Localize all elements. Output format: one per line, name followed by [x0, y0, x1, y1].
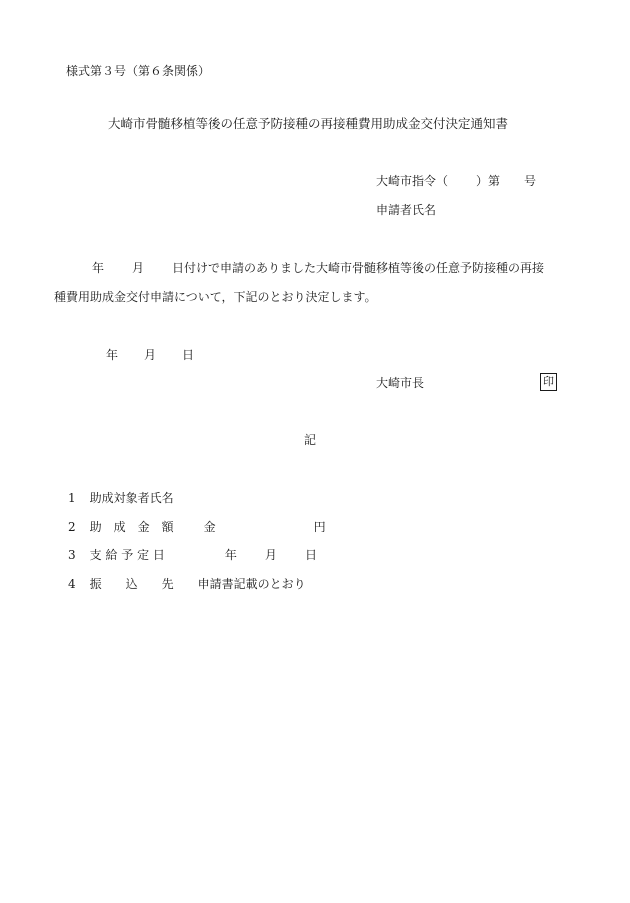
item-payment-date — [68, 548, 317, 562]
item-number: 3 — [68, 548, 76, 562]
body-line-2: 種費用助成金交付申請について，下記のとおり決定します。 — [54, 290, 377, 304]
issue-date-year: 年 — [106, 348, 119, 362]
payment-month: 月 — [264, 548, 277, 562]
item-label: 助成対象者氏名 — [89, 491, 174, 505]
payment-day: 日 — [304, 548, 317, 562]
payment-year: 年 — [224, 548, 237, 562]
body-line1-text: 日付けで申請のありました大崎市骨髄移植等後の任意予防接種の再接 — [172, 261, 545, 275]
item-number: 2 — [68, 520, 76, 534]
issue-date-month: 月 — [144, 348, 157, 362]
instruction-suffix: 号 — [524, 174, 537, 188]
amount-prefix: 金 — [203, 520, 216, 534]
issue-date-day: 日 — [182, 348, 195, 362]
instruction-number — [376, 174, 536, 188]
item-label: 振 込 先 — [89, 577, 174, 591]
instruction-paren-close: ）第 — [476, 174, 501, 188]
mayor-title: 大崎市長 — [376, 376, 425, 390]
applicant-name-label: 申請者氏名 — [376, 203, 437, 217]
amount-unit: 円 — [313, 520, 326, 534]
item-transfer-destination — [68, 577, 306, 591]
item-label: 支 給 予 定 日 — [89, 548, 165, 562]
body-year: 年 — [92, 261, 105, 275]
item-subsidy-recipient — [68, 491, 174, 505]
transfer-value: 申請書記載のとおり — [197, 577, 306, 591]
item-number: 1 — [68, 491, 76, 505]
item-label: 助 成 金 額 — [89, 520, 174, 534]
document-title: 大崎市骨髄移植等後の任意予防接種の再接種費用助成金交付決定通知書 — [108, 116, 509, 131]
body-line-1 — [92, 261, 544, 275]
body-month: 月 — [132, 261, 145, 275]
ki-heading: 記 — [304, 433, 317, 447]
item-subsidy-amount — [68, 520, 326, 534]
instruction-prefix: 大崎市指令（ — [376, 174, 449, 188]
form-number: 様式第３号（第６条関係） — [66, 64, 211, 78]
seal-mark: 印 — [540, 373, 557, 391]
issue-date — [106, 348, 194, 362]
item-number: 4 — [68, 577, 76, 591]
